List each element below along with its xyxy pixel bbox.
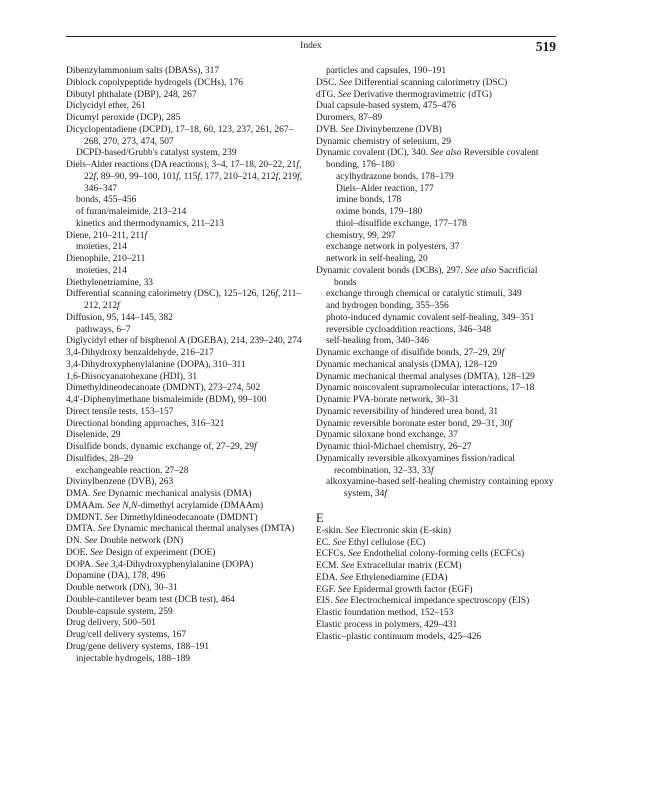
index-subentry: bonds, 455–456	[76, 195, 137, 206]
index-section-e	[316, 526, 558, 644]
index-entry: Elastic process in polymers, 429–431	[316, 619, 458, 630]
index-entry: ECFCs. See Endothelial colony-forming cells (ECFCs)	[316, 549, 525, 560]
index-entry: Drug/gene delivery systems, 188–191	[66, 641, 210, 652]
index-entry: Diethylenetriamine, 33	[66, 277, 154, 288]
index-subentry: and hydrogen bonding, 355–356	[326, 301, 449, 311]
index-entry: Drug/cell delivery systems, 167	[66, 630, 187, 640]
index-entry: DN. See Double network (DN)	[66, 536, 184, 546]
index-entry: EDA. See Ethylenediamine (EDA)	[316, 572, 448, 583]
index-entry: DMA. See Dynamic mechanical analysis (DMA)	[66, 489, 252, 499]
index-entry: Elastic–plastic continuum models, 425–426	[316, 631, 482, 642]
index-subentry: particles and capsules, 190–191	[326, 66, 447, 76]
index-subentry: pathways, 6–7	[76, 324, 131, 335]
index-entry: DMDNT. See Dimethyldineodecanoate (DMDNT)	[66, 512, 258, 523]
page-number: 519	[535, 39, 556, 54]
index-entry: Differential scanning calorimetry (DSC), 125–126, 126f, 211–212, 212f	[66, 289, 302, 311]
index-column-right	[316, 66, 558, 643]
running-head	[66, 39, 556, 57]
index-entry: Directional bonding approaches, 316–321	[66, 418, 225, 429]
section-letter-e: E	[316, 510, 324, 525]
index-entry: Dynamic exchange of disulfide bonds, 27–29, 29f	[316, 348, 505, 358]
index-entry: Dynamic siloxane bond exchange, 37	[316, 430, 458, 441]
index-entry: ECM. See Extracellular matrix (ECM)	[316, 561, 462, 571]
index-entry: Dicyclopentadiene (DCPD), 17–18, 60, 123, 237, 261, 267–268, 270, 273, 474, 507	[66, 124, 294, 147]
index-subentry: photo-induced dynamic covalent self-healing, 349–351	[326, 312, 535, 323]
index-entry: Dicumyl peroxide (DCP), 285	[66, 113, 181, 123]
index-entry: DMTA. See Dynamic mechanical thermal analyses (DMTA)	[66, 524, 295, 535]
index-subentry: network in self-healing, 20	[326, 254, 428, 264]
index-subentry: Diels–Alder reaction, 177	[336, 183, 434, 194]
index-column-left	[66, 66, 306, 665]
index-entry: Duromers, 87–89	[316, 113, 383, 123]
index-entry: Direct tensile tests, 153–157	[66, 406, 174, 417]
index-subentry: exchangeable reaction, 27–28	[76, 465, 189, 476]
index-entry: EIS. See Electrochemical impedance spectroscopy (EIS)	[316, 596, 530, 607]
index-subentry: exchange through chemical or catalytic stimuli, 349	[326, 289, 522, 300]
index-subentry: of furan/maleimide, 213–214	[76, 207, 187, 217]
index-subentry: chemistry, 99, 297	[326, 230, 396, 241]
index-entry: Dynamic reversibility of hindered urea bond, 31	[316, 406, 499, 417]
index-subentry: oxime bonds, 179–180	[336, 207, 423, 217]
index-entry: Diels–Alder reactions (DA reactions), 3–4, 17–18, 20–22, 21f, 22f, 89–90, 99–100, 101f, 115f, 177, 210–214, 212f, 219f, 346–347	[66, 160, 303, 194]
index-entry: Dimethyldineodecanoate (DMDNT), 273–274, 502	[66, 383, 261, 394]
index-entry: Double network (DN), 30–31	[66, 583, 178, 593]
index-subentry: reversible cycloaddition reactions, 346–348	[326, 324, 492, 335]
index-subentry: imine bonds, 178	[336, 195, 402, 206]
index-entry: Dibutyl phthalate (DBP), 248, 267	[66, 89, 197, 100]
index-subentry: kinetics and thermodynamics, 211–213	[76, 218, 224, 229]
index-section-d-continued	[316, 66, 558, 501]
header-rule	[66, 36, 556, 37]
index-entry: Diclycidyl ether, 261	[66, 101, 146, 112]
index-entry: DOPA. See 3,4-Dihydroxyphenylalanine (DOPA)	[66, 559, 254, 570]
index-subentry: bonding, 176–180	[326, 160, 395, 170]
index-entry: Diblock copolypeptide hydrogels (DCHs), 176	[66, 77, 243, 88]
index-subentry: injectable hydrogels, 188–189	[76, 653, 191, 664]
index-entry: Double-cantilever beam test (DCB test), 464	[66, 594, 235, 605]
index-entry: 3,4-Dihydroxyphenylalanine (DOPA), 310–311	[66, 359, 246, 370]
index-entry: 3,4-Dihydroxy benzaldehyde, 216–217	[66, 348, 214, 358]
index-entry: Diffusion, 95, 144–145, 382	[66, 312, 173, 323]
index-entry: Dynamic covalent (DC), 340. See also Reversible covalent	[316, 148, 539, 159]
index-entry: Dynamic mechanical thermal analyses (DMTA), 128–129	[316, 371, 535, 382]
index-entry: Diglycidyl ether of bisphenol A (DGEBA), 214, 239–240, 274	[66, 336, 302, 347]
index-entry: Dynamically reversible alkoxyamines fission/radical recombination, 32–33, 33f	[316, 453, 515, 476]
index-entry: Drug delivery, 500–501	[66, 618, 156, 629]
index-subentry: moieties, 214	[76, 265, 127, 276]
index-entry: Divinylbenzene (DVB), 263	[66, 477, 174, 488]
index-entry: E-skin. See Electronic skin (E-skin)	[316, 525, 451, 536]
index-entry: Dynamic noncovalent supramolecular interactions, 17–18	[316, 383, 535, 394]
index-entry: Dynamic chemistry of selenium, 29	[316, 136, 451, 147]
index-subentry: alkoxyamine-based self-healing chemistry containing epoxy system, 34f	[326, 477, 554, 499]
index-entry: Disulfides, 28–29	[66, 453, 134, 464]
index-subentry: exchange network in polyesters, 37	[326, 242, 460, 253]
index-entry: Diselenide, 29	[66, 430, 121, 441]
index-entry: Dienophile, 210–211	[66, 254, 146, 264]
index-entry: Dual capsule-based system, 475–476	[316, 101, 456, 112]
index-subentry: self-healing from, 340–346	[326, 336, 430, 347]
index-subentry: DCPD-based/Grubb's catalyst system, 239	[76, 148, 237, 159]
index-entry: dTG. See Derivative thermogravimetric (dTG)	[316, 89, 492, 100]
index-entry: Dibenzylammonium salts (DBASs), 317	[66, 66, 220, 76]
index-entry: Dynamic mechanical analysis (DMA), 128–129	[316, 359, 498, 370]
index-entry: Dopamine (DA), 178, 496	[66, 571, 166, 582]
index-entry: Dynamic PVA-borate network, 30–31	[316, 395, 459, 405]
index-subentry: thiol–disulfide exchange, 177–178	[336, 218, 467, 229]
index-entry: DMAAm. See N,N-dimethyl acrylamide (DMAAm)	[66, 500, 264, 511]
index-entry: EGF. See Epidermal growth factor (EGF)	[316, 584, 473, 595]
index-entry: DOE. See Design of experiment (DOE)	[66, 547, 216, 558]
index-entry: Diene, 210–211, 211f	[66, 230, 148, 241]
index-entry: Elastic foundation method, 152–153	[316, 608, 454, 618]
index-entry: 1,6-Diisocyanatohexane (HDI), 31	[66, 371, 198, 382]
index-entry: Disulfide bonds, dynamic exchange of, 27–29, 29f	[66, 442, 257, 452]
index-entry: DSC. See Differential scanning calorimetry (DSC)	[316, 77, 508, 88]
index-subentry: acylhydrazone bonds, 178–179	[336, 171, 454, 182]
index-subentry: moieties, 214	[76, 242, 127, 253]
index-entry: Double-capsule system, 259	[66, 606, 173, 617]
index-entry: Dynamic thiol-Michael chemistry, 26–27	[316, 442, 472, 452]
index-entry: Dynamic covalent bonds (DCBs), 297. See also Sacrificial bonds	[316, 265, 538, 288]
running-title: Index	[300, 41, 322, 51]
index-entry: DVB. See Divinybenzene (DVB)	[316, 124, 442, 135]
index-entry: Dynamic reversible boronate ester bond, 29–31, 30f	[316, 418, 513, 429]
index-entry: 4,4′-Diphenylmethane bismaleimide (BDM), 99–100	[66, 395, 267, 405]
index-entry: EC. See Ethyl cellulose (EC)	[316, 537, 426, 548]
